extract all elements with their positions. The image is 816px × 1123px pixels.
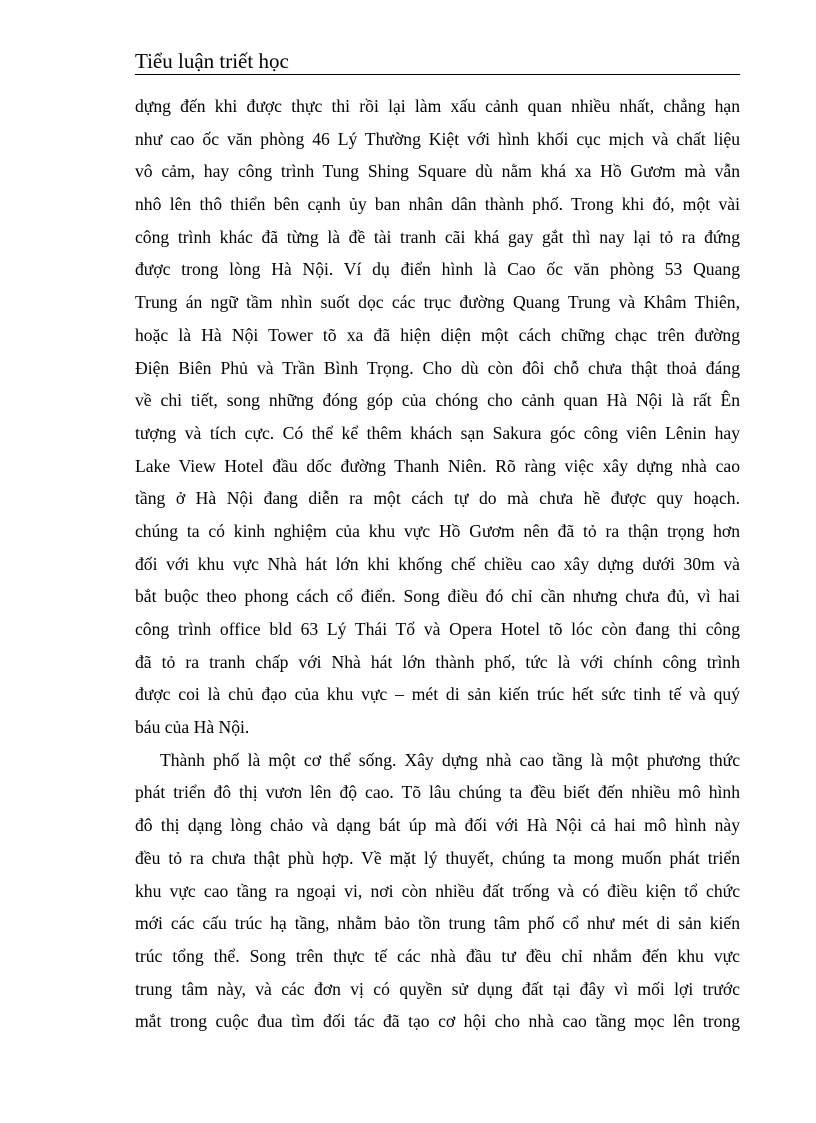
text-line: công trình office bld 63 Lý Thái Tổ và Opera Hotel tõ lóc còn đang thi công	[135, 619, 740, 639]
text-line: trung tâm này, và các đơn vị có quyền sử dụng đất tại đây vì mối lợi trước	[135, 978, 740, 999]
text-line: Điện Biên Phủ và Trần Bình Trọng. Cho dù còn đôi chỗ chưa thật thoả đáng	[135, 357, 740, 378]
text-line: về chi tiết, song những đóng góp của chóng cho cảnh quan Hà Nội là rất Ên	[135, 390, 740, 411]
text-line: đã tỏ ra tranh chấp với Nhà hát lớn thành phố, tức là với chính công trình	[135, 651, 740, 672]
body-text	[135, 90, 740, 1038]
text-line: được trong lòng Hà Nội. Ví dụ điển hình là Cao ốc văn phòng 53 Quang	[135, 259, 740, 280]
text-line: hoặc là Hà Nội Tower tõ xa đã hiện diện một cách chững chạc trên đường	[135, 324, 740, 345]
text-line: vô cảm, hay công trình Tung Shing Square dù nằm khá xa Hồ Gươm mà vẫn	[135, 161, 740, 182]
text-line: đối với khu vực Nhà hát lớn khi khống chế chiều cao xây dựng dưới 30m và	[135, 553, 740, 574]
header-divider	[135, 74, 740, 75]
text-line: đô thị dạng lòng chảo và dạng bát úp mà đối với Hà Nội cả hai mô hình này	[135, 815, 740, 836]
text-line: công trình khác đã từng là đề tài tranh cãi khá gay gắt thì nay lại tỏ ra đứng	[135, 226, 740, 247]
text-line: mới các cấu trúc hạ tầng, nhằm bảo tồn trung tâm phố cổ như mét di sản kiến	[135, 913, 740, 934]
text-line: mắt trong cuộc đua tìm đối tác đã tạo cơ hội cho nhà cao tầng mọc lên trong	[135, 1011, 740, 1032]
text-line: phát triển đô thị vươn lên độ cao. Tõ lâu chúng ta đều biết đến nhiều mô hình	[135, 782, 740, 803]
text-line: tượng và tích cực. Có thể kể thêm khách sạn Sakura góc công viên Lênin hay	[135, 422, 740, 443]
text-line: đều tỏ ra chưa thật phù hợp. Về mặt lý thuyết, chúng ta mong muốn phát triển	[135, 847, 740, 868]
text-line: tầng ở Hà Nội đang diễn ra một cách tự do mà chưa hề được quy hoạch.	[135, 488, 740, 509]
text-line: chúng ta có kinh nghiệm của khu vực Hồ Gươm nên đã tỏ ra thận trọng hơn	[135, 520, 740, 541]
text-line: Trung án ngữ tầm nhìn suốt dọc các trục đường Quang Trung và Khâm Thiên,	[135, 292, 740, 313]
text-line: nhô lên thô thiển bên cạnh ủy ban nhân dân thành phố. Trong khi đó, một vài	[135, 194, 740, 215]
text-line: Lake View Hotel đầu dốc đường Thanh Niên. Rõ ràng việc xây dựng nhà cao	[135, 455, 740, 476]
text-line: dựng đến khi được thực thi rồi lại làm xấu cảnh quan nhiều nhất, chẳng hạn	[135, 96, 740, 116]
text-line: bắt buộc theo phong cách cổ điển. Song điều đó chỉ cần nhưng chưa đủ, vì hai	[135, 586, 740, 607]
text-line: trúc tổng thể. Song trên thực tế các nhà đầu tư đều chỉ nhắm đến khu vực	[135, 945, 740, 966]
paragraph-first-line: Thành phố là một cơ thể sống. Xây dựng nhà cao tầng là một phương thức	[160, 749, 740, 770]
text-line: được coi là chủ đạo của khu vực – mét di sản kiến trúc hết sức tinh tế và quý	[135, 684, 740, 705]
text-line: như cao ốc văn phòng 46 Lý Thường Kiệt với hình khối cục mịch và chất liệu	[135, 128, 740, 149]
text-line: khu vực cao tầng ra ngoại vi, nơi còn nhiều đất trống và có điều kiện tổ chức	[135, 880, 740, 901]
paragraph-end-line: báu của Hà Nội.	[135, 717, 250, 738]
running-header-title: Tiểu luận triết học	[135, 49, 289, 73]
